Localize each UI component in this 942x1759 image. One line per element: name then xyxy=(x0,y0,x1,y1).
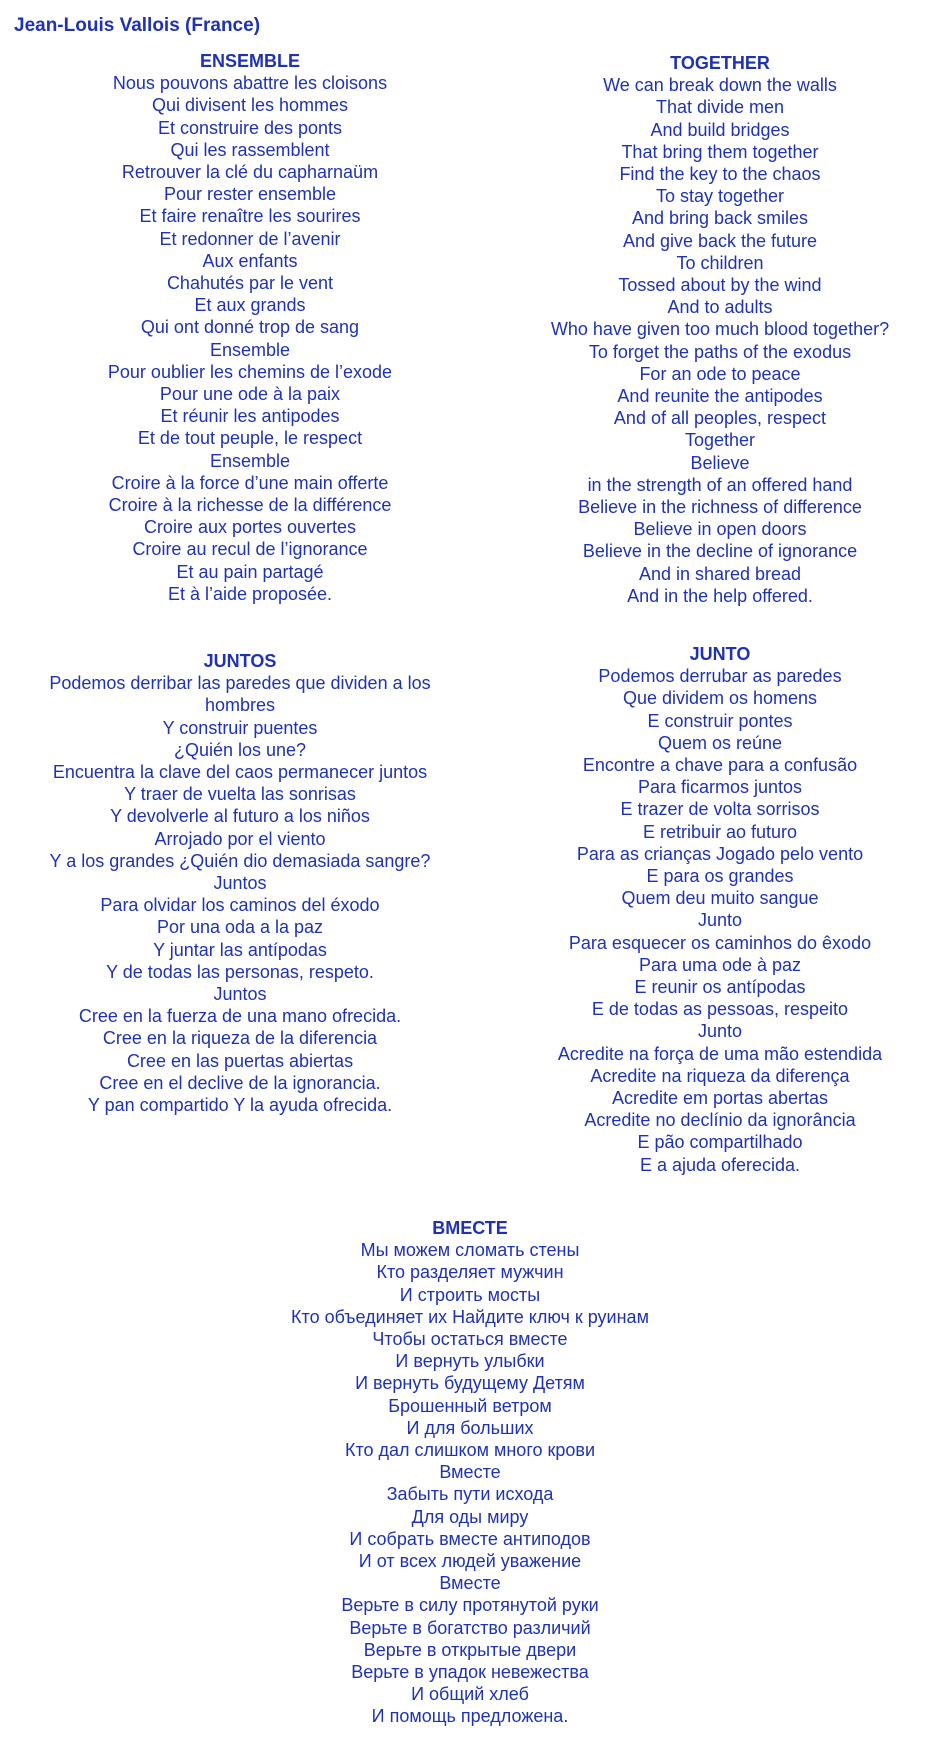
poem-line: Arrojado por el viento xyxy=(154,828,326,849)
poem-french xyxy=(80,50,420,605)
poem-line: Pour une ode à la paix xyxy=(159,384,341,405)
poem-line: Encontre a chave para a confusão xyxy=(582,755,858,776)
poem-line: Encuentra la clave del caos permanecer juntos xyxy=(52,762,428,783)
poem-line: E para os grandes xyxy=(646,866,794,887)
poem-lines xyxy=(250,1239,690,1727)
poem-line: E construir pontes xyxy=(647,710,793,731)
poem-line: Believe in the richness of difference xyxy=(578,497,862,518)
poem-line: And reunite the antipodes xyxy=(617,386,823,407)
poem-line: Retrouver la clé du capharnaüm xyxy=(121,162,379,183)
poem-line: Aux enfants xyxy=(202,250,298,271)
poem-line: Y devolverle al futuro a los niños xyxy=(110,806,370,827)
poem-line: И вернуть будущему Детям xyxy=(355,1373,585,1394)
poem-line: And of all peoples, respect xyxy=(613,408,827,429)
poem-line: And bring back smiles xyxy=(631,208,809,229)
poem-line: Para ficarmos juntos xyxy=(637,777,803,798)
poem-line: Cree en el declive de la ignorancia. xyxy=(99,1072,381,1093)
poem-line: Ensemble xyxy=(209,339,291,360)
poem-line: Et construire des ponts xyxy=(157,117,343,138)
poem-title: JUNTO xyxy=(689,644,751,664)
poem-line: Para olvidar los caminos del éxodo xyxy=(100,895,380,916)
poem-line: Junto xyxy=(697,1021,743,1042)
poem-line: Для оды миру xyxy=(411,1506,529,1527)
poem-line: ¿Quién los une? xyxy=(173,739,307,760)
poem-line: Croire aux portes ouvertes xyxy=(143,517,357,538)
poem-line: Croire à la richesse de la différence xyxy=(108,495,392,516)
poem-line: To forget the paths of the exodus xyxy=(588,341,852,362)
poem-line: Acredite na riqueza da diferença xyxy=(590,1065,850,1086)
poem-line: E a ajuda oferecida. xyxy=(639,1154,801,1175)
poem-line: Et réunir les antipodes xyxy=(160,406,340,427)
poem-line: Podemos derribar las paredes que dividen a los hombres xyxy=(49,673,431,716)
poem-lines xyxy=(520,74,920,607)
poem-line: Кто объединяет их Найдите ключ к руинам xyxy=(291,1306,649,1327)
poem-line: Croire au recul de l’ignorance xyxy=(132,539,368,560)
poem-line: in the strength of an offered hand xyxy=(587,474,853,495)
poem-line: Et au pain partagé xyxy=(176,561,324,582)
poem-line: И вернуть улыбки xyxy=(395,1351,545,1372)
poem-line: Nous pouvons abattre les cloisons xyxy=(112,73,388,94)
poem-line: Believe in open doors xyxy=(633,519,807,540)
poem-title: ENSEMBLE xyxy=(199,51,300,71)
poem-line: Y construir puentes xyxy=(162,717,318,738)
poem-portuguese xyxy=(520,643,920,1176)
poem-line: And to adults xyxy=(667,297,773,318)
poem-line: Ensemble xyxy=(209,450,291,471)
poem-line: Кто разделяет мужчин xyxy=(376,1262,564,1283)
poem-line: That divide men xyxy=(655,97,785,118)
poem-line: Чтобы остаться вместе xyxy=(372,1329,568,1350)
poem-line: Y a los grandes ¿Quién dio demasiada sangre? xyxy=(49,850,431,871)
poem-line: E pão compartilhado xyxy=(637,1132,803,1153)
poem-line: Croire à la force d’une main offerte xyxy=(111,472,389,493)
poem-line: E retribuir ao futuro xyxy=(642,821,798,842)
poem-line: E de todas as pessoas, respeito xyxy=(591,999,849,1020)
poem-line: Qui ont donné trop de sang xyxy=(140,317,360,338)
poem-line: Qui les rassemblent xyxy=(170,139,330,160)
poem-line: Забыть пути исхода xyxy=(386,1484,554,1505)
poem-line: Juntos xyxy=(213,873,267,894)
poem-line: Tossed about by the wind xyxy=(618,275,822,296)
poem-line: Para as crianças Jogado pelo vento xyxy=(576,843,864,864)
poem-line: Juntos xyxy=(213,984,267,1005)
poem-line: And in the help offered. xyxy=(627,585,813,606)
poem-line: Pour rester ensemble xyxy=(163,184,337,205)
poem-line: Quem deu muito sangue xyxy=(621,888,819,909)
poem-line: Believe in the decline of ignorance xyxy=(582,541,858,562)
poem-line: For an ode to peace xyxy=(639,363,801,384)
poem-line: Верьте в богатство различий xyxy=(349,1617,591,1638)
poem-line: We can break down the walls xyxy=(603,75,837,96)
poem-line: И помощь предложена. xyxy=(371,1706,569,1727)
poem-line: Верьте в упадок невежества xyxy=(351,1662,589,1683)
poem-line: Cree en las puertas abiertas xyxy=(126,1050,354,1071)
poem-line: And in shared bread xyxy=(638,563,802,584)
poem-line: Cree en la riqueza de la diferencia xyxy=(102,1028,378,1049)
poem-line: Верьте в открытые двери xyxy=(363,1639,577,1660)
poem-line: Y juntar las antípodas xyxy=(153,939,327,960)
poem-line: И строить мосты xyxy=(399,1284,541,1305)
poem-line: Et redonner de l’avenir xyxy=(159,228,341,249)
poem-line: Who have given too much blood together? xyxy=(550,319,890,340)
poem-line: To stay together xyxy=(655,186,785,207)
poem-line: And give back the future xyxy=(622,230,818,251)
poem-line: To children xyxy=(676,252,764,273)
poem-line: Y pan compartido Y la ayuda ofrecida. xyxy=(87,1095,393,1116)
poem-line: Брошенный ветром xyxy=(388,1395,552,1416)
poem-lines xyxy=(80,72,420,605)
poem-line: Quem os reúne xyxy=(657,732,783,753)
poem-line: Et aux grands xyxy=(194,295,306,316)
poem-line: Cree en la fuerza de una mano ofrecida. xyxy=(78,1006,402,1027)
poem-line: Chahutés par le vent xyxy=(166,273,334,294)
poem-title: JUNTOS xyxy=(203,651,277,671)
poem-line: Believe xyxy=(690,452,750,473)
poem-title: ВМЕСТЕ xyxy=(432,1218,508,1238)
poem-line: Кто дал слишком много крови xyxy=(344,1440,596,1461)
poem-line: Y traer de vuelta las sonrisas xyxy=(124,784,356,805)
poem-line: Et faire renaître les sourires xyxy=(139,206,361,227)
poem-line: Podemos derrubar as paredes xyxy=(598,666,842,687)
poem-line: Together xyxy=(684,430,756,451)
poem-line: Para esquecer os caminhos do êxodo xyxy=(568,932,872,953)
poem-line: Мы можем сломать стены xyxy=(360,1240,580,1261)
poem-line: That bring them together xyxy=(621,141,819,162)
poem-line: Вместе xyxy=(439,1462,501,1483)
poem-spanish xyxy=(20,650,460,1116)
poem-line: Acredite em portas abertas xyxy=(611,1088,829,1109)
poem-line: Junto xyxy=(697,910,743,931)
poem-lines xyxy=(20,672,460,1116)
poem-line: И собрать вместе антиподов xyxy=(349,1528,591,1549)
poem-line: Por una oda a la paz xyxy=(156,917,324,938)
poem-line: Верьте в силу протянутой руки xyxy=(341,1595,599,1616)
poem-line: Et de tout peuple, le respect xyxy=(137,428,363,449)
poem-line: Y de todas las personas, respeto. xyxy=(106,961,374,982)
poem-line: Et à l’aide proposée. xyxy=(167,583,333,604)
poem-line: И общий хлеб xyxy=(411,1684,529,1705)
poem-line: Pour oublier les chemins de l’exode xyxy=(107,361,393,382)
poem-lines xyxy=(520,665,920,1176)
poem-line: И для больших xyxy=(406,1417,534,1438)
poem-line: Acredite na força de uma mão estendida xyxy=(557,1043,883,1064)
poem-line: Find the key to the chaos xyxy=(619,164,821,185)
poem-line: Que dividem os homens xyxy=(622,688,818,709)
author-heading: Jean-Louis Vallois (France) xyxy=(14,15,261,36)
poem-line: Qui divisent les hommes xyxy=(151,95,349,116)
poem-title: TOGETHER xyxy=(670,53,770,73)
poem-line: Para uma ode à paz xyxy=(638,954,802,975)
poem-english xyxy=(520,52,920,607)
poem-line: E trazer de volta sorrisos xyxy=(620,799,820,820)
poem-line: И от всех людей уважение xyxy=(358,1551,582,1572)
poem-line: Вместе xyxy=(439,1573,501,1594)
poem-line: E reunir os antípodas xyxy=(634,977,806,998)
poem-line: And build bridges xyxy=(650,119,790,140)
poem-line: Acredite no declínio da ignorância xyxy=(584,1110,856,1131)
poem-russian xyxy=(250,1217,690,1728)
